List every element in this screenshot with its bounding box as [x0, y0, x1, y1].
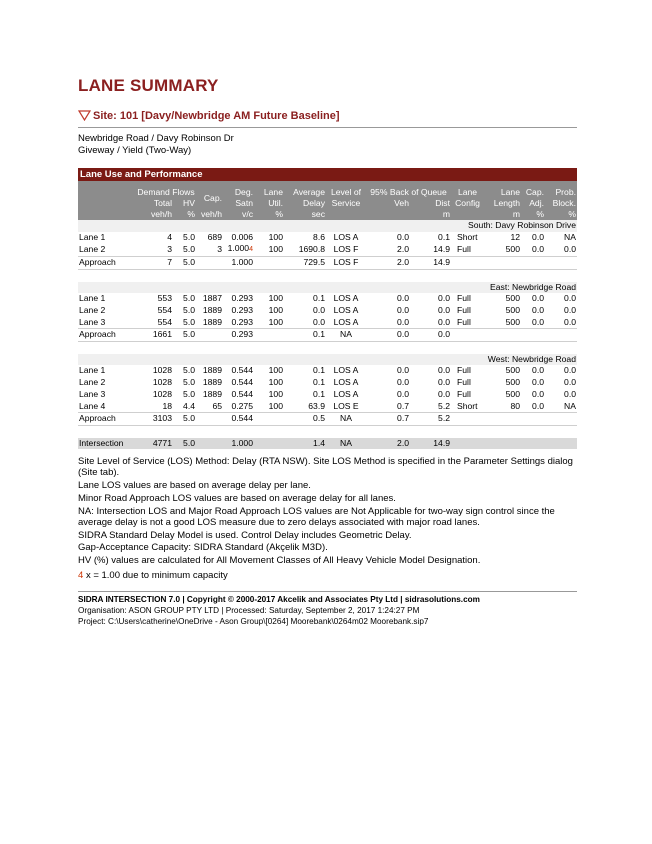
table-cell: 3	[167, 243, 172, 254]
table-cell: 0.0	[397, 316, 409, 327]
table-cell: Lane 3	[79, 388, 106, 399]
table-cell: 0.0	[438, 316, 450, 327]
table-cell: 5.0	[183, 365, 195, 376]
table-cell: Full	[457, 304, 471, 315]
table-cell: 5.2	[410, 413, 451, 426]
table-cell: 12	[510, 231, 520, 242]
table-cell: 500	[505, 377, 520, 388]
table-cell: 1.0004	[227, 243, 253, 254]
col-block: Block.	[545, 198, 577, 209]
table-cell: 100	[268, 293, 283, 304]
table-cell: 0.0	[564, 243, 576, 254]
table-cell: 18	[162, 400, 172, 411]
table-cell	[254, 329, 284, 342]
note: Minor Road Approach LOS values are based on average delay for all lanes.	[78, 492, 396, 504]
site-title: Site: 101 [Davy/Newbridge AM Future Baseline]	[93, 110, 340, 122]
table-cell: 0.1	[313, 388, 325, 399]
col-back-of-queue: 95% Back of Queue	[366, 181, 451, 198]
table-cell: 0.293	[231, 316, 253, 327]
table-cell: 5.2	[438, 400, 450, 411]
table-cell: 5.0	[183, 293, 195, 304]
table-row	[78, 243, 577, 256]
table-cell: NA	[326, 329, 366, 342]
table-cell: 0.0	[564, 365, 576, 376]
table-row	[78, 389, 577, 401]
col-config: Config	[451, 198, 484, 209]
table-cell: 0.0	[438, 365, 450, 376]
unit-total: veh/h	[136, 209, 173, 220]
site-heading	[78, 110, 340, 122]
table-cell: LOS E	[333, 400, 359, 411]
table-cell: 1.000	[223, 257, 254, 270]
table-cell: 554	[157, 304, 172, 315]
table-cell: NA	[326, 413, 366, 426]
table-cell: 689	[207, 231, 222, 242]
table-cell: 1028	[152, 388, 172, 399]
table-cell: 500	[505, 304, 520, 315]
site-divider	[78, 127, 577, 128]
col-deg: Deg.	[223, 181, 254, 198]
col-average-delay: Average	[284, 181, 326, 198]
triangle-down-icon	[78, 110, 91, 121]
table-cell: 100	[268, 316, 283, 327]
table-cell: Lane 2	[79, 377, 106, 388]
lane-table-body	[78, 220, 577, 449]
table-cell: 5.0	[173, 257, 196, 270]
table-cell	[451, 438, 484, 450]
table-cell: 0.0	[532, 316, 544, 327]
row-spacer	[78, 342, 577, 354]
table-cell: 14.9	[433, 243, 450, 254]
table-cell: 2.0	[366, 438, 410, 450]
table-cell: Full	[457, 293, 471, 304]
table-cell: Intersection	[78, 438, 136, 450]
approach-group-header	[78, 354, 577, 366]
table-cell: 5.0	[183, 377, 195, 388]
col-lane-util: Lane	[254, 181, 284, 198]
table-cell: 4.4	[183, 400, 195, 411]
approach-group-header	[78, 282, 577, 294]
table-cell: 1887	[202, 293, 222, 304]
intersection-row	[78, 438, 577, 450]
table-cell: Short	[457, 400, 478, 411]
capacity-footnote	[78, 570, 228, 581]
table-cell	[254, 413, 284, 426]
table-cell	[545, 257, 577, 270]
table-cell	[521, 413, 545, 426]
table-cell: 63.9	[308, 400, 325, 411]
table-cell: 4	[167, 231, 172, 242]
unit-adj: %	[521, 209, 545, 220]
table-cell: 1889	[202, 365, 222, 376]
lane-performance-table	[78, 181, 577, 449]
table-cell: 1028	[152, 365, 172, 376]
col-delay: Delay	[284, 198, 326, 209]
unit-satn: v/c	[223, 209, 254, 220]
note-marker: 4	[249, 246, 253, 254]
table-cell: 0.0	[313, 316, 325, 327]
table-row	[78, 365, 577, 377]
table-cell	[521, 257, 545, 270]
table-cell: 14.9	[410, 438, 451, 450]
table-cell: 0.544	[231, 365, 253, 376]
table-cell: 0.275	[231, 400, 253, 411]
table-title: Lane Use and Performance	[78, 168, 577, 181]
table-cell	[196, 413, 223, 426]
table-cell: LOS A	[333, 304, 359, 315]
table-cell: Approach	[78, 413, 136, 426]
table-cell	[545, 413, 577, 426]
table-cell	[196, 329, 223, 342]
table-cell: 553	[157, 293, 172, 304]
header-units-row	[78, 209, 577, 220]
table-cell: 500	[505, 388, 520, 399]
table-cell: Full	[457, 365, 471, 376]
unit-delay: sec	[284, 209, 326, 220]
table-cell: NA	[564, 231, 576, 242]
table-cell: Full	[457, 316, 471, 327]
col-satn: Satn	[223, 198, 254, 209]
footer-copyright: SIDRA INTERSECTION 7.0 | Copyright © 2000-2017 Akcelik and Associates Pty Ltd | sidrasolutions.com	[78, 595, 480, 604]
table-cell: 0.0	[438, 388, 450, 399]
table-cell: 0.544	[231, 388, 253, 399]
header-row-1	[78, 181, 577, 198]
group-name: South: Davy Robinson Drive	[78, 220, 577, 232]
table-cell: 1690.8	[298, 243, 325, 254]
group-name: West: Newbridge Road	[78, 354, 577, 366]
table-cell: 5.0	[183, 304, 195, 315]
table-cell: 554	[157, 316, 172, 327]
col-dist: Dist	[410, 198, 451, 209]
table-cell: LOS A	[333, 365, 359, 376]
note: SIDRA Standard Delay Model is used. Control Delay includes Geometric Delay.	[78, 529, 412, 541]
footnote-text: x = 1.00 due to minimum capacity	[85, 570, 228, 581]
unit-cap: veh/h	[196, 209, 223, 220]
table-cell: 0.544	[223, 413, 254, 426]
approach-row	[78, 257, 577, 270]
table-cell: 0.0	[397, 293, 409, 304]
group-name: East: Newbridge Road	[78, 282, 577, 294]
footer-project: Project: C:\Users\catherine\OneDrive - Ason Group\[0264] Moorebank\0264m02 Moorebank.sip7	[78, 617, 429, 626]
table-cell: 5.0	[173, 413, 196, 426]
table-cell	[545, 438, 577, 450]
unit-length: m	[484, 209, 521, 220]
intersection-name: Newbridge Road / Davy Robinson Dr	[78, 133, 234, 144]
table-cell: 7	[136, 257, 173, 270]
table-cell: Lane 4	[79, 400, 106, 411]
table-cell: LOS A	[333, 293, 359, 304]
table-cell: 0.1	[438, 231, 450, 242]
table-cell: 0.1	[284, 329, 326, 342]
table-row	[78, 317, 577, 329]
table-cell: 0.0	[397, 304, 409, 315]
table-cell: Lane 1	[79, 293, 106, 304]
table-cell: 0.7	[397, 400, 409, 411]
table-cell	[451, 329, 484, 342]
table-cell: 2.0	[366, 257, 410, 270]
table-cell: 0.0	[532, 231, 544, 242]
table-cell: LOS A	[333, 316, 359, 327]
table-cell: 0.1	[313, 293, 325, 304]
table-cell	[451, 413, 484, 426]
table-cell: 1.4	[284, 438, 326, 450]
table-cell: 0.0	[397, 365, 409, 376]
page-title: LANE SUMMARY	[78, 76, 219, 95]
col-hv: HV	[173, 198, 196, 209]
table-cell: 0.0	[397, 231, 409, 242]
table-cell	[521, 438, 545, 450]
table-cell: 1.000	[223, 438, 254, 450]
table-cell: 0.0	[438, 293, 450, 304]
table-cell: 0.1	[313, 377, 325, 388]
table-cell	[484, 329, 521, 342]
note: Site Level of Service (LOS) Method: Delay (RTA NSW). Site LOS Method is specified in the Parameter Settings dialog (Site tab).	[78, 456, 573, 479]
table-cell: 100	[268, 400, 283, 411]
table-cell: 0.0	[532, 243, 544, 254]
table-cell: 5.0	[183, 388, 195, 399]
table-cell: 500	[505, 365, 520, 376]
table-cell: 0.0	[532, 365, 544, 376]
table-cell: Approach	[78, 257, 136, 270]
table-cell: 0.0	[532, 377, 544, 388]
col-level-of-service: Level of	[326, 181, 366, 198]
table-cell	[521, 329, 545, 342]
table-cell	[196, 257, 223, 270]
unit-block: %	[545, 209, 577, 220]
notes-section	[78, 456, 577, 568]
col-cap: Cap.	[196, 181, 223, 209]
table-cell: LOS A	[333, 388, 359, 399]
table-cell	[484, 438, 521, 450]
table-cell: 1889	[202, 316, 222, 327]
table-cell: 0.0	[564, 377, 576, 388]
col-util: Util.	[254, 198, 284, 209]
table-cell: 5.0	[173, 438, 196, 450]
table-cell: 1889	[202, 304, 222, 315]
table-cell: 0.544	[231, 377, 253, 388]
table-cell: 100	[268, 231, 283, 242]
footnote-marker: 4	[78, 570, 84, 581]
table-cell: 0.0	[564, 316, 576, 327]
col-veh: Veh	[366, 198, 410, 209]
table-cell: 2.0	[397, 243, 409, 254]
lane-table-section	[78, 168, 577, 449]
table-cell	[484, 413, 521, 426]
table-cell: 100	[268, 243, 283, 254]
table-cell: LOS A	[333, 377, 359, 388]
table-cell: 0.0	[397, 388, 409, 399]
table-cell: NA	[564, 400, 576, 411]
row-spacer	[78, 269, 577, 281]
table-cell: 5.0	[183, 316, 195, 327]
table-cell: 0.006	[231, 231, 253, 242]
table-cell: 3	[217, 243, 222, 254]
table-cell: 0.0	[366, 329, 410, 342]
table-cell: 100	[268, 304, 283, 315]
table-cell: 5.0	[173, 329, 196, 342]
table-cell: 500	[505, 316, 520, 327]
table-cell: 14.9	[410, 257, 451, 270]
table-cell: Short	[457, 231, 478, 242]
col-length: Length	[484, 198, 521, 209]
table-cell: Lane 3	[79, 316, 106, 327]
table-cell: 1028	[152, 377, 172, 388]
table-row	[78, 377, 577, 389]
report-footer	[78, 594, 480, 627]
table-cell: Approach	[78, 329, 136, 342]
col-demand-flows: Demand Flows	[136, 181, 196, 198]
table-cell: 0.293	[231, 304, 253, 315]
table-cell: 500	[505, 243, 520, 254]
table-cell: Lane 2	[79, 304, 106, 315]
table-cell: 80	[510, 400, 520, 411]
row-spacer	[78, 425, 577, 437]
table-cell: 0.0	[532, 400, 544, 411]
unit-util: %	[254, 209, 284, 220]
table-cell: 0.0	[532, 388, 544, 399]
table-cell: 0.0	[564, 293, 576, 304]
control-type: Giveway / Yield (Two-Way)	[78, 145, 192, 156]
table-cell: 100	[268, 365, 283, 376]
table-cell: 0.0	[532, 293, 544, 304]
table-row	[78, 305, 577, 317]
table-cell: 0.1	[313, 365, 325, 376]
approach-group-header	[78, 220, 577, 232]
table-cell: 0.293	[231, 293, 253, 304]
note: HV (%) values are calculated for All Movement Classes of All Heavy Vehicle Model Designation.	[78, 555, 481, 567]
table-cell	[196, 438, 223, 450]
col-service: Service	[326, 198, 366, 209]
table-cell: 1889	[202, 388, 222, 399]
col-prob-block: Prob.	[545, 181, 577, 198]
header-row-2	[78, 198, 577, 209]
table-row	[78, 293, 577, 305]
table-cell: 0.0	[564, 388, 576, 399]
site-description	[78, 133, 234, 157]
table-cell: LOS F	[333, 243, 359, 254]
table-cell: 500	[505, 293, 520, 304]
col-total: Total	[136, 198, 173, 209]
col-adj: Adj.	[521, 198, 545, 209]
table-cell: 5.0	[183, 231, 195, 242]
approach-row	[78, 413, 577, 426]
table-cell	[254, 257, 284, 270]
note: Lane LOS values are based on average delay per lane.	[78, 480, 311, 492]
table-cell	[545, 329, 577, 342]
table-cell: 0.0	[438, 304, 450, 315]
table-cell	[484, 257, 521, 270]
unit-dist: m	[410, 209, 451, 220]
table-cell	[254, 438, 284, 450]
note: Gap-Acceptance Capacity: SIDRA Standard (Akçelik M3D).	[78, 542, 328, 554]
table-cell: 5.0	[183, 243, 195, 254]
table-cell: 0.0	[532, 304, 544, 315]
table-cell: Full	[457, 377, 471, 388]
table-cell: Lane 2	[79, 243, 106, 254]
table-cell: 65	[212, 400, 222, 411]
table-cell: 0.5	[284, 413, 326, 426]
table-cell: Lane 1	[79, 231, 106, 242]
table-cell: 0.0	[410, 329, 451, 342]
table-cell: 8.6	[313, 231, 325, 242]
table-cell: 100	[268, 377, 283, 388]
table-cell: Full	[457, 243, 471, 254]
table-cell: 1661	[136, 329, 173, 342]
table-cell: 0.0	[438, 377, 450, 388]
col-lane-config: Lane	[451, 181, 484, 198]
table-cell: 0.0	[313, 304, 325, 315]
table-cell: Lane 1	[79, 365, 106, 376]
table-cell: 100	[268, 388, 283, 399]
col-cap-adj: Cap.	[521, 181, 545, 198]
table-cell: 0.7	[366, 413, 410, 426]
table-cell: LOS A	[333, 231, 359, 242]
table-cell: 729.5	[284, 257, 326, 270]
table-cell: 0.0	[397, 377, 409, 388]
table-cell: 0.293	[223, 329, 254, 342]
table-cell: 4771	[136, 438, 173, 450]
table-cell	[451, 257, 484, 270]
table-row	[78, 232, 577, 244]
footer-organisation: Organisation: ASON GROUP PTY LTD | Processed: Saturday, September 2, 2017 1:24:27 PM	[78, 606, 420, 615]
note: NA: Intersection LOS and Major Road Approach LOS values are Not Applicable for two-way sign control since the average delay is not a good LOS measure due to zero delays associated with major road lanes.	[78, 505, 555, 528]
approach-row	[78, 329, 577, 342]
col-lane-length: Lane	[484, 181, 521, 198]
table-cell: Full	[457, 388, 471, 399]
table-row	[78, 401, 577, 413]
table-cell: NA	[326, 438, 366, 450]
table-cell: 3103	[136, 413, 173, 426]
table-cell: 0.0	[564, 304, 576, 315]
footer-divider	[78, 591, 577, 592]
table-cell: LOS F	[326, 257, 366, 270]
table-cell: 1889	[202, 377, 222, 388]
unit-hv: %	[173, 209, 196, 220]
